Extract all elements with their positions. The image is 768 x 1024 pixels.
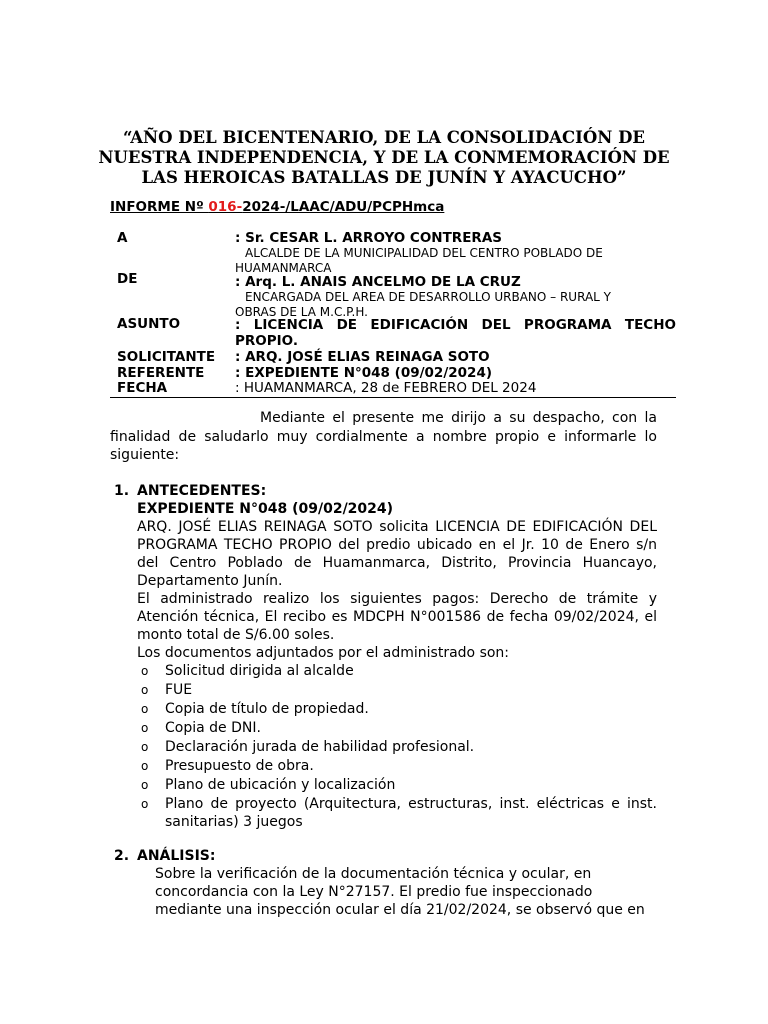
list-item: o Copia de título de propiedad. [141,701,369,717]
title-line-3: LAS HEROICAS BATALLAS DE JUNÍN Y AYACUCHO” [141,168,627,187]
bullet-icon: o [141,778,149,792]
document-title [80,128,688,188]
informe-number [110,199,444,216]
solicitante-label: SOLICITANTE [117,349,216,365]
section-1-paragraph-1: ARQ. JOSÉ ELIAS REINAGA SOTO solicita LICENCIA DE EDIFICACIÓN DEL PROGRAMA TECHO PROPIO del predio ubicado en el Jr. 10 de Enero s/n del Centro Poblado de Huamanmarca, Distrito, Provincia Huancayo, Departamento Junín. [137,519,657,589]
bullet-icon: o [141,702,149,716]
intro-paragraph [110,409,657,465]
list-item: o Solicitud dirigida al alcalde [141,663,354,679]
header-row-asunto [110,317,676,349]
bullet-icon: o [141,721,149,735]
list-item: o FUE [141,682,193,698]
bullet-icon: o [141,759,149,773]
informe-number-red: 016- [208,199,243,215]
bullet-icon: o [141,683,149,697]
asunto-label: ASUNTO [117,316,181,332]
fecha-value: : HUAMANMARCA, 28 de FEBRERO DEL 2024 [235,380,537,396]
informe-prefix: INFORME Nº [110,199,209,215]
section-1-paragraph-3: Los documentos adjuntados por el administrado son: [137,645,510,661]
header-row-fecha [110,380,676,397]
list-item: o Plano de proyecto (Arquitectura, estructuras, inst. eléctricas e inst. sanitarias) 3 juegos [141,796,657,830]
a-sub-2: HUAMANMARCA [235,261,332,275]
section-1-paragraph-2: El administrado realizo los siguientes pagos: Derecho de trámite y Atención técnica, El recibo es MDCPH N°001586 de fecha 09/02/2024, el monto total de S/6.00 soles. [137,591,657,643]
referente-label: REFERENTE [117,364,205,381]
a-value: : Sr. CESAR L. ARROYO CONTRERAS [235,230,502,246]
header-row-solicitante [110,349,676,365]
section-1-number: 1. [114,483,130,499]
memo-header [110,229,676,398]
de-value: : Arq. L. ANAIS ANCELMO DE LA CRUZ [235,274,521,290]
fecha-label: FECHA [117,380,168,396]
section-1-title: ANTECEDENTES: [137,483,267,499]
header-row-referente [110,365,676,381]
section-2-number: 2. [114,848,130,864]
title-line-2: NUESTRA INDEPENDENCIA, Y DE LA CONMEMORACIÓN DE [98,148,670,167]
informe-suffix: 2024-/LAAC/ADU/PCPHmca [242,199,445,215]
list-item: o Plano de ubicación y localización [141,777,396,793]
bullet-icon: o [141,740,149,754]
solicitante-value: : ARQ. JOSÉ ELIAS REINAGA SOTO [235,349,490,365]
de-label: DE [117,271,138,287]
documents-list [137,662,657,831]
title-line-1: “AÑO DEL BICENTENARIO, DE LA CONSOLIDACIÓN DE [123,128,645,147]
section-2-paragraph-1: Sobre la verificación de la documentación técnica y ocular, en concordancia con la Ley N°27157. El predio fue inspeccionado mediante una inspección ocular el día 21/02/2024, se observó que en [155,866,645,918]
section-analisis [110,847,657,919]
referente-value: : EXPEDIENTE N°048 (09/02/2024) [235,364,493,381]
bullet-icon: o [141,664,149,678]
header-row-a [110,229,676,277]
list-item: o Declaración jurada de habilidad profesional. [141,739,475,755]
a-label: A [117,230,128,246]
a-sub-1: ALCALDE DE LA MUNICIPALIDAD DEL CENTRO POBLADO DE [245,246,603,260]
list-item: o Presupuesto de obra. [141,758,314,774]
header-row-de [110,271,676,319]
intro-text: Mediante el presente me dirijo a su despacho, con la finalidad de saludarlo muy cordialmente a nombre propio e informarle lo siguiente: [110,410,657,463]
bullet-icon: o [141,797,149,811]
de-sub-1: ENCARGADA DEL AREA DE DESARROLLO URBANO – RURAL Y [245,290,611,304]
list-item: o Copia de DNI. [141,720,261,736]
asunto-value: : LICENCIA DE EDIFICACIÓN DEL PROGRAMA TECHO PROPIO. [235,317,676,349]
de-sub-2: OBRAS DE LA M.C.P.H. [235,305,368,319]
section-antecedentes [110,482,657,831]
section-2-title: ANÁLISIS: [137,848,216,864]
section-1-subtitle: EXPEDIENTE N°048 (09/02/2024) [137,501,394,517]
